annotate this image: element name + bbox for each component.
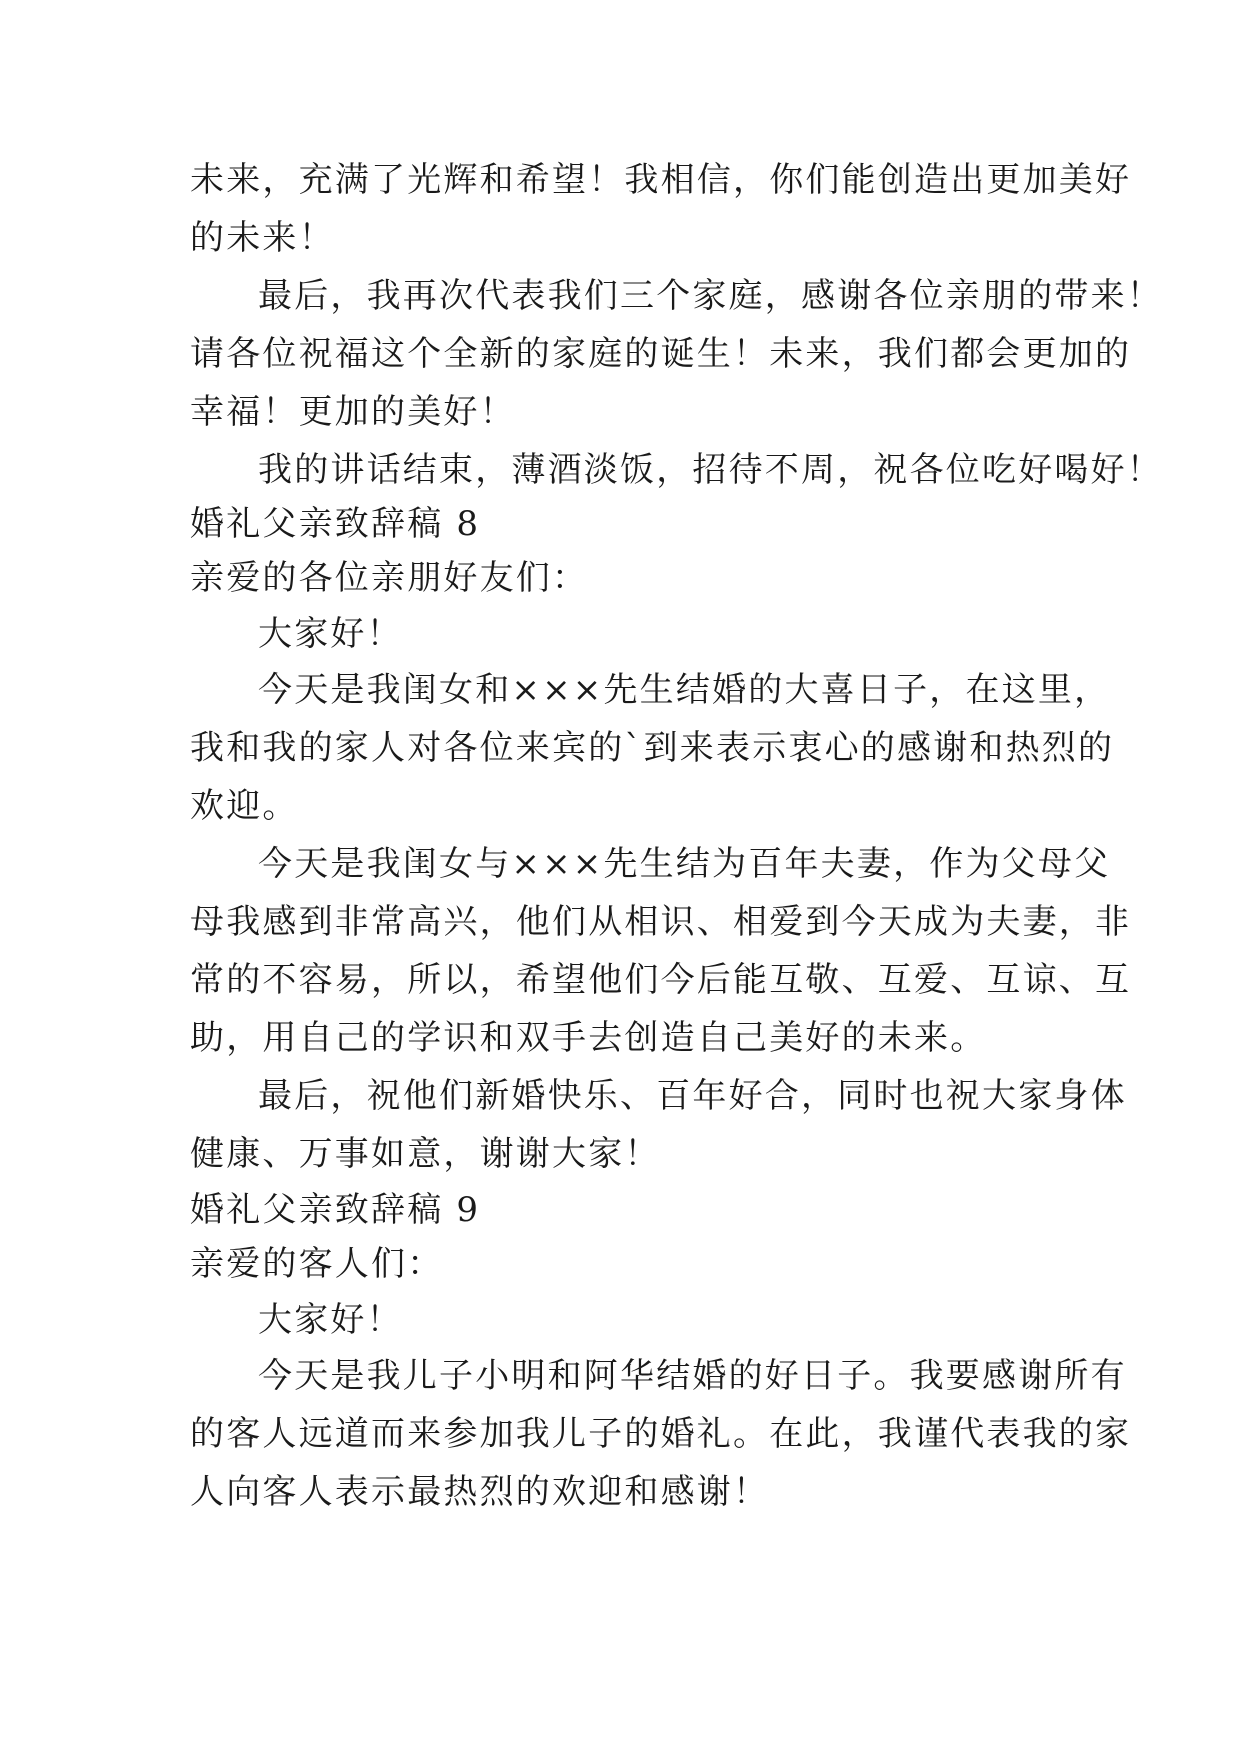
body-text-line: 的未来！ (190, 218, 335, 258)
greeting-line: 大家好！ (258, 1300, 403, 1340)
section-heading: 婚礼父亲致辞稿 8 (190, 504, 481, 544)
body-text-line: 我和我的家人对各位来宾的`到来表示衷心的感谢和热烈的 (190, 728, 1115, 768)
body-text-line: 请各位祝福这个全新的家庭的诞生！未来，我们都会更加的 (190, 334, 1132, 374)
body-text-line: 欢迎。 (190, 786, 299, 826)
paragraph-start-line: 今天是我儿子小明和阿华结婚的好日子。我要感谢所有 (258, 1356, 1127, 1396)
paragraph-start-line: 我的讲话结束，薄酒淡饭，招待不周，祝各位吃好喝好！ (258, 450, 1163, 490)
salutation-line: 亲爱的客人们： (190, 1244, 444, 1284)
section-heading: 婚礼父亲致辞稿 9 (190, 1190, 481, 1230)
salutation-line: 亲爱的各位亲朋好友们： (190, 558, 589, 598)
body-text-line: 幸福！更加的美好！ (190, 392, 516, 432)
body-text-line: 常的不容易，所以，希望他们今后能互敬、互爱、互谅、互 (190, 960, 1132, 1000)
body-text-line: 助，用自己的学识和双手去创造自己美好的未来。 (190, 1018, 987, 1058)
body-text-line: 母我感到非常高兴，他们从相识、相爱到今天成为夫妻，非 (190, 902, 1132, 942)
greeting-line: 大家好！ (258, 614, 403, 654)
body-text-line: 未来，充满了光辉和希望！我相信，你们能创造出更加美好 (190, 160, 1132, 200)
body-text-line: 人向客人表示最热烈的欢迎和感谢！ (190, 1472, 770, 1512)
paragraph-start-line: 今天是我闺女和×××先生结婚的大喜日子，在这里， (258, 670, 1111, 710)
body-text-line: 的客人远道而来参加我儿子的婚礼。在此，我谨代表我的家 (190, 1414, 1132, 1454)
body-text-line: 健康、万事如意，谢谢大家！ (190, 1134, 661, 1174)
paragraph-start-line: 今天是我闺女与×××先生结为百年夫妻，作为父母父 (258, 844, 1111, 884)
paragraph-start-line: 最后，祝他们新婚快乐、百年好合，同时也祝大家身体 (258, 1076, 1127, 1116)
paragraph-start-line: 最后，我再次代表我们三个家庭，感谢各位亲朋的带来！ (258, 276, 1163, 316)
